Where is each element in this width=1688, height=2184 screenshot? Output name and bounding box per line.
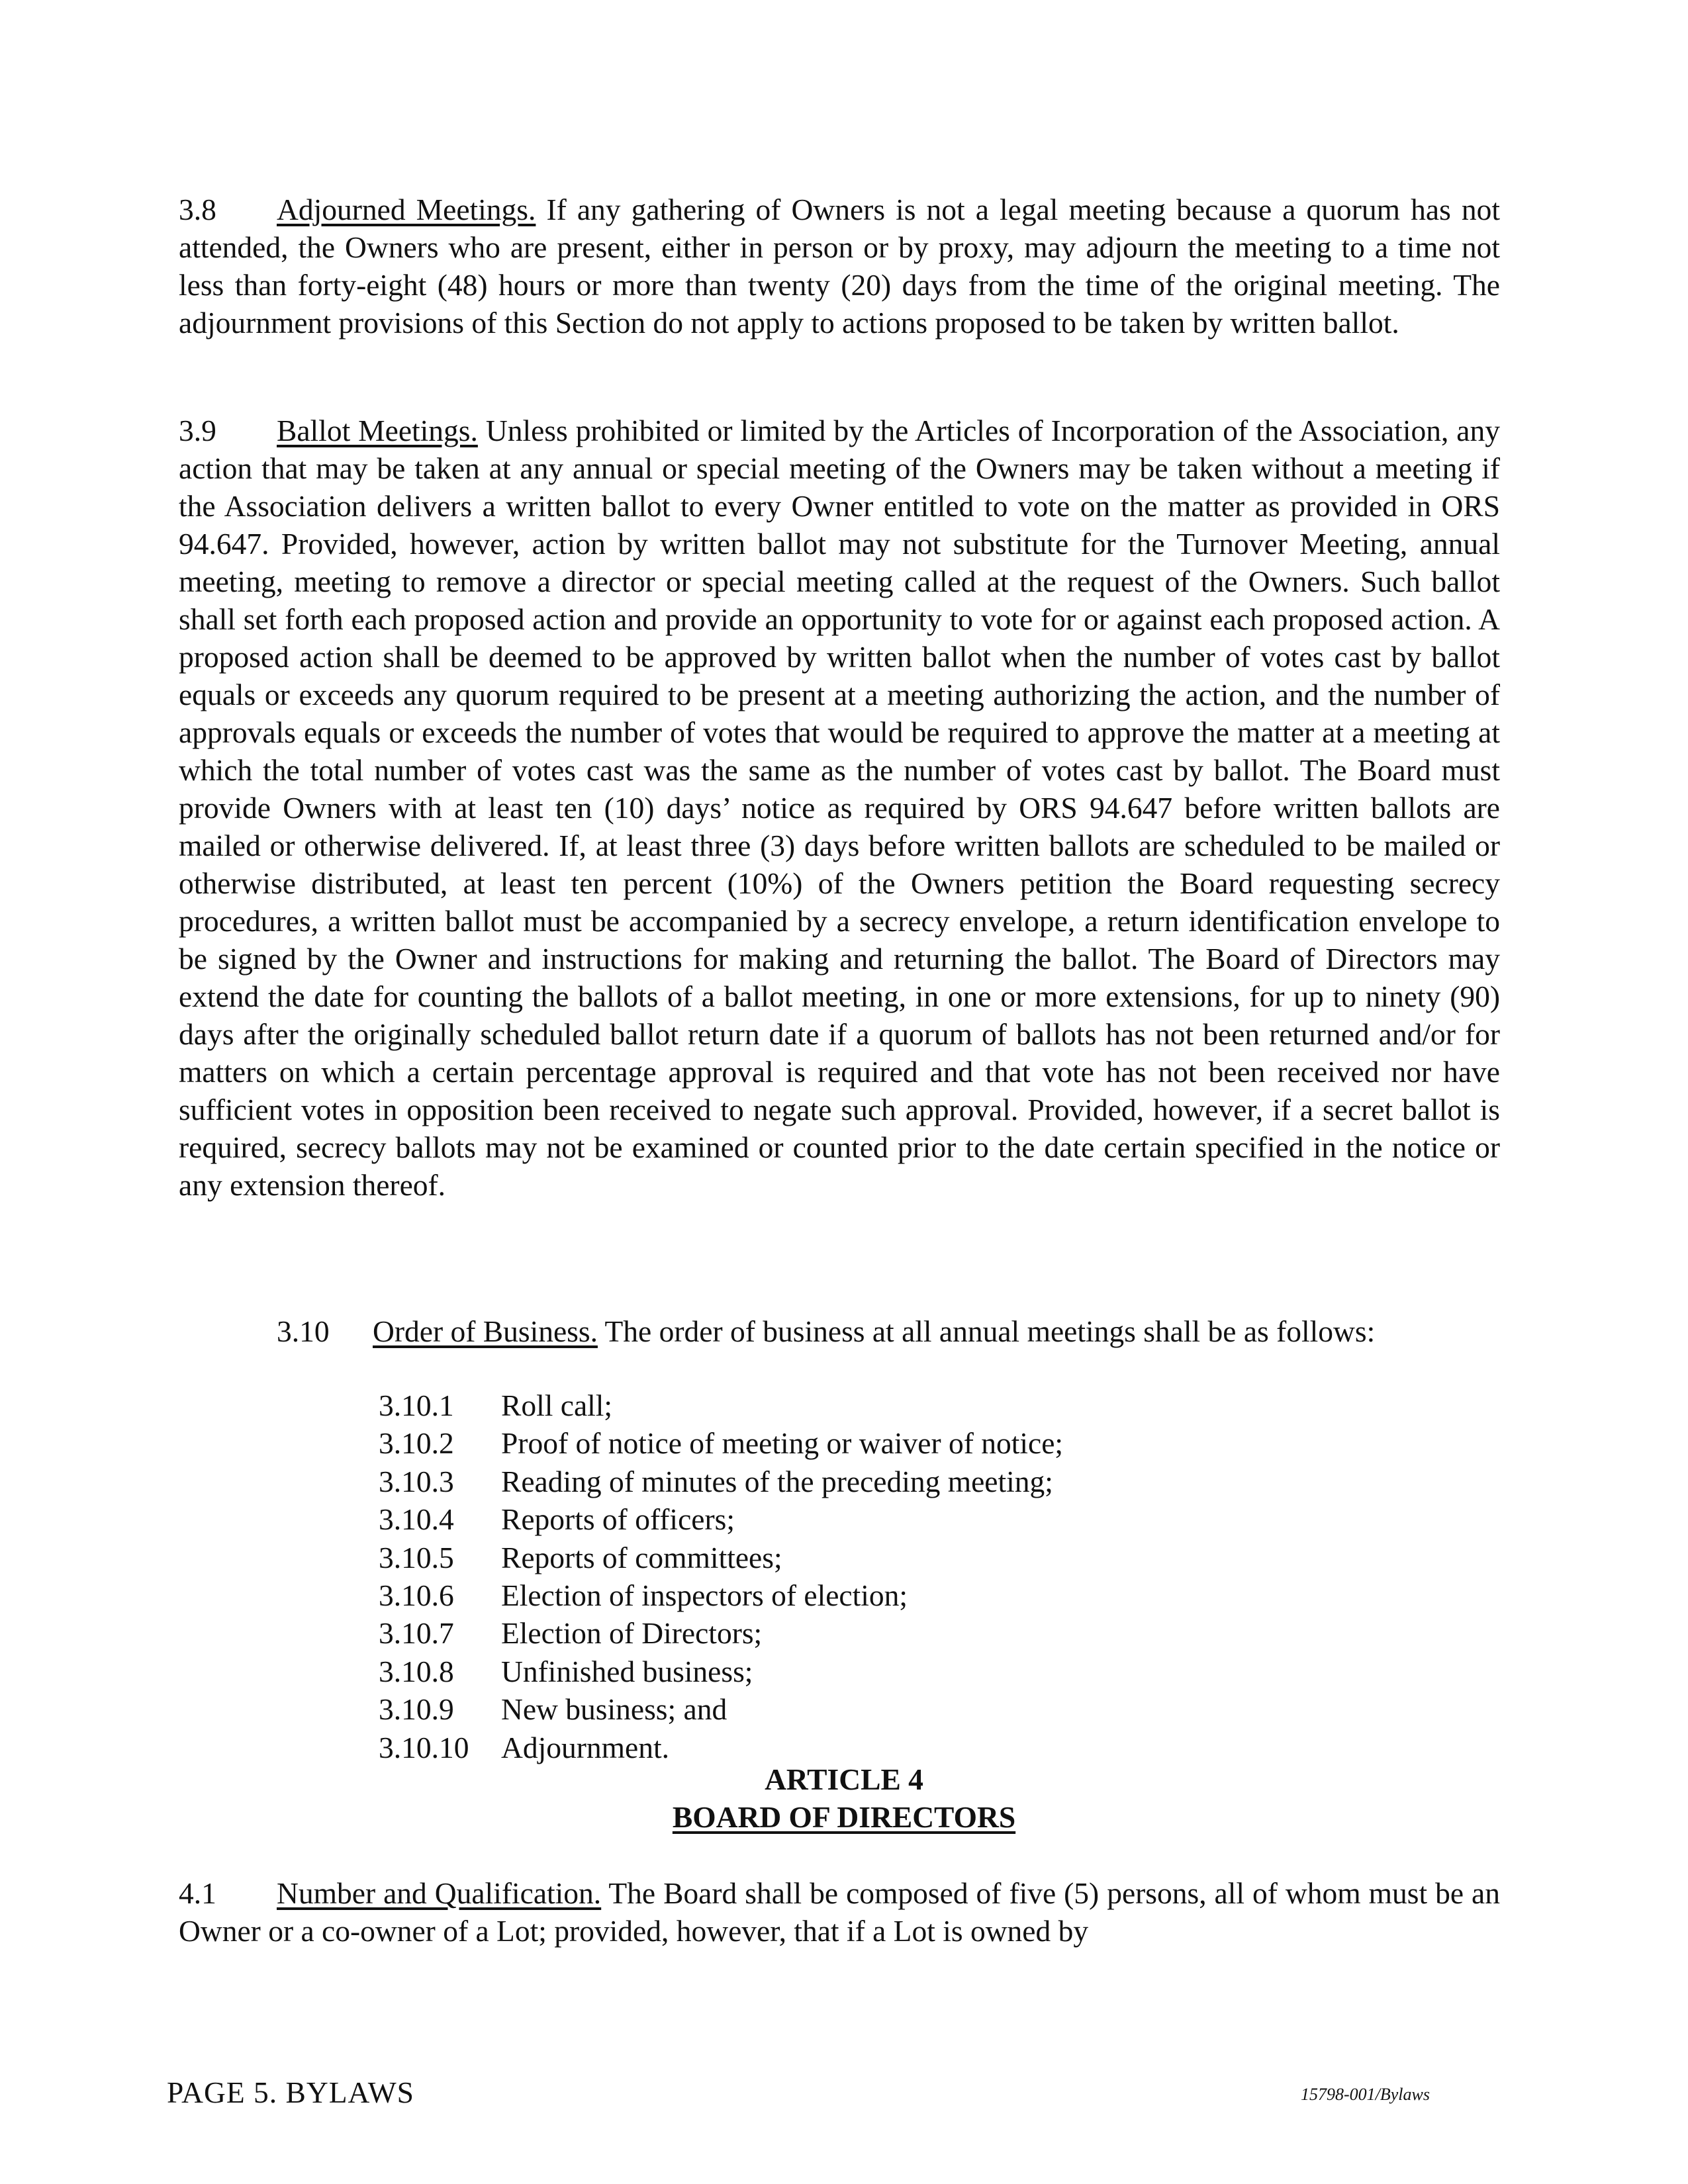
- item-text: Election of Directors;: [501, 1616, 763, 1651]
- section-body: The Board shall be composed of five (5) persons, all of whom must be an Owner or a co-owner of a Lot; provided, however, that if a Lot is owned by: [179, 1876, 1500, 1948]
- item-text: Proof of notice of meeting or waiver of notice;: [501, 1426, 1064, 1461]
- article-number: ARTICLE 4: [765, 1762, 923, 1796]
- list-item: [379, 1576, 1063, 1614]
- list-item: [379, 1387, 1063, 1424]
- item-text: Reading of minutes of the preceding meeting;: [501, 1464, 1053, 1498]
- list-item: [379, 1653, 1063, 1690]
- list-item: [379, 1424, 1063, 1462]
- article-title-text: BOARD OF DIRECTORS: [672, 1800, 1016, 1834]
- page-footer-label: PAGE 5. BYLAWS: [167, 2075, 414, 2109]
- item-text: Unfinished business;: [501, 1654, 753, 1688]
- item-number: 3.10.9: [379, 1692, 454, 1727]
- item-number: 3.10.4: [379, 1502, 454, 1537]
- list-item: [379, 1463, 1063, 1500]
- item-text: Roll call;: [501, 1388, 613, 1422]
- section-number: 3.9: [179, 414, 216, 447]
- list-item: [379, 1539, 1063, 1576]
- item-text: Reports of committees;: [501, 1540, 782, 1574]
- section-3-10: [179, 1312, 1500, 1350]
- item-number: 3.10.7: [379, 1616, 454, 1651]
- section-4-1: [179, 1874, 1500, 1950]
- order-of-business-list: [379, 1387, 1063, 1766]
- item-number: 3.10.2: [379, 1426, 454, 1461]
- section-heading: Ballot Meetings.: [277, 414, 478, 447]
- list-item: [379, 1614, 1063, 1652]
- list-item: [379, 1500, 1063, 1538]
- item-text: Reports of officers;: [501, 1502, 735, 1537]
- item-number: 3.10.3: [379, 1464, 454, 1498]
- document-reference: 15798-001/Bylaws: [1301, 2085, 1430, 2104]
- item-number: 3.10.1: [379, 1388, 454, 1422]
- item-text: Adjournment.: [501, 1730, 670, 1764]
- item-text: New business; and: [501, 1692, 727, 1727]
- list-item: [379, 1690, 1063, 1728]
- section-body: Unless prohibited or limited by the Articles of Incorporation of the Association, any action that may be taken at any annual or special meeting of the Owners may be taken without a meeting if the Association delivers a written ballot to every Owner entitled to vote on the matter as provided in ORS 94.647. Provided, however, action by written ballot may not substitute for the Turnover Meeting, annual meeting, meeting to remove a director or special meeting called at the request of the Owners. Such ballot shall set forth each proposed action and provide an opportunity to vote for or against each proposed action. A proposed action shall be deemed to be approved by written ballot when the number of votes cast by ballot equals or exceeds any quorum required to be present at a meeting authorizing the action, and the number of approvals equals or exceeds the number of votes that would be required to approve the matter at a meeting at which the total number of votes cast was the same as the number of votes cast by ballot. The Board must provide Owners with at least ten (10) days’ notice as required by ORS 94.647 before written ballots are mailed or otherwise delivered. If, at least three (3) days before written ballots are scheduled to be mailed or otherwise distributed, at least ten percent (10%) of the Owners petition the Board requesting secrecy procedures, a written ballot must be accompanied by a secrecy envelope, a return identification envelope to be signed by the Owner and instructions for making and returning the ballot. The Board of Directors may extend the date for counting the ballots of a ballot meeting, in one or more extensions, for up to ninety (90) days after the originally scheduled ballot return date if a quorum of ballots has not been returned and/or for matters on which a certain percentage approval is required and that vote has not been received nor have sufficient votes in opposition been received to negate such approval. Provided, however, if a secret ballot is required, secrecy ballots may not be examined or counted prior to the date certain specified in the notice or any extension thereof.: [179, 414, 1500, 1202]
- section-number: 3.10: [277, 1314, 330, 1348]
- section-heading: Adjourned Meetings.: [277, 193, 536, 226]
- item-number: 3.10.10: [379, 1730, 469, 1764]
- section-number: 3.8: [179, 193, 216, 226]
- item-text: Election of inspectors of election;: [501, 1578, 908, 1613]
- section-body: The order of business at all annual meetings shall be as follows:: [597, 1314, 1376, 1348]
- item-number: 3.10.6: [379, 1578, 454, 1613]
- item-number: 3.10.8: [379, 1654, 454, 1688]
- section-heading: Order of Business.: [373, 1314, 598, 1348]
- section-body: If any gathering of Owners is not a legal meeting because a quorum has not attended, the Owners who are present, either in person or by proxy, may adjourn the meeting to a time not less than forty-eight (48) hours or more than twenty (20) days from the time of the original meeting. The adjournment provisions of this Section do not apply to actions proposed to be taken by written ballot.: [179, 193, 1500, 340]
- item-number: 3.10.5: [379, 1540, 454, 1574]
- section-3-8: [179, 191, 1500, 341]
- section-3-9: [179, 412, 1500, 1204]
- section-number: 4.1: [179, 1876, 216, 1910]
- article-title: [0, 1798, 1688, 1836]
- section-heading: Number and Qualification.: [277, 1876, 602, 1910]
